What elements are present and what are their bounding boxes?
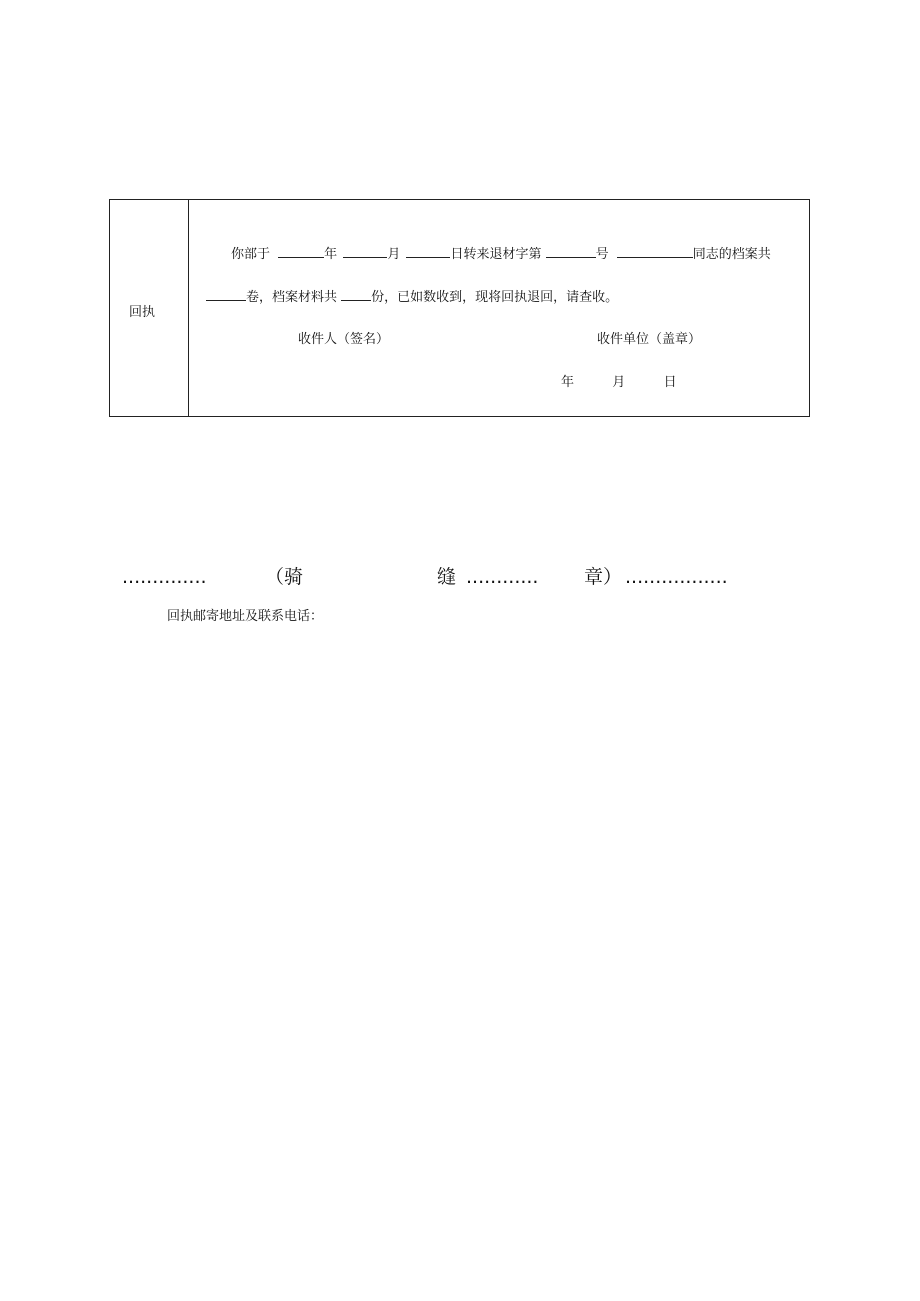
unit-seal-label: 收件单位（盖章） xyxy=(597,332,702,347)
seam-open: （骑 xyxy=(265,566,304,588)
receipt-line-2 xyxy=(206,289,618,306)
receipt-form xyxy=(109,199,810,417)
receipt-side-cell xyxy=(110,200,189,416)
blank-number xyxy=(546,246,596,258)
seam-mid: 缝 xyxy=(437,566,457,588)
receipt-line-1 xyxy=(231,246,771,263)
blank-volumes xyxy=(206,289,246,301)
receipt-content-cell xyxy=(189,200,809,416)
seam-dots-mid: ............ xyxy=(466,566,539,588)
blank-day xyxy=(406,246,450,258)
seam-close: 章） xyxy=(584,566,623,588)
blank-copies xyxy=(341,289,371,301)
seam-dots-right: ................. xyxy=(625,566,728,588)
text-transfer-no: 日转来退材字第 xyxy=(450,247,542,262)
text-volumes: 卷，档案材料共 xyxy=(246,290,338,305)
text-comrade-file: 同志的档案共 xyxy=(692,247,771,262)
text-ni-bu-yu: 你部于 xyxy=(231,247,271,262)
text-month: 月 xyxy=(387,247,401,262)
date-year-label: 年 xyxy=(561,375,575,390)
text-hao: 号 xyxy=(595,247,609,262)
blank-month xyxy=(343,246,387,258)
seam-seal-line xyxy=(122,564,802,590)
receipt-side-label: 回执 xyxy=(129,305,156,320)
signer-label: 收件人（签名） xyxy=(298,332,390,347)
date-month-label: 月 xyxy=(612,375,626,390)
seam-dots-left: .............. xyxy=(122,566,207,588)
date-day-label: 日 xyxy=(663,375,677,390)
date-line xyxy=(561,375,677,391)
mail-address-label: 回执邮寄地址及联系电话： xyxy=(167,609,324,624)
text-received: 份，已如数收到，现将回执退回，请查收。 xyxy=(371,290,619,305)
blank-year xyxy=(278,246,324,258)
blank-comrade-name xyxy=(617,246,693,258)
text-year: 年 xyxy=(324,247,338,262)
